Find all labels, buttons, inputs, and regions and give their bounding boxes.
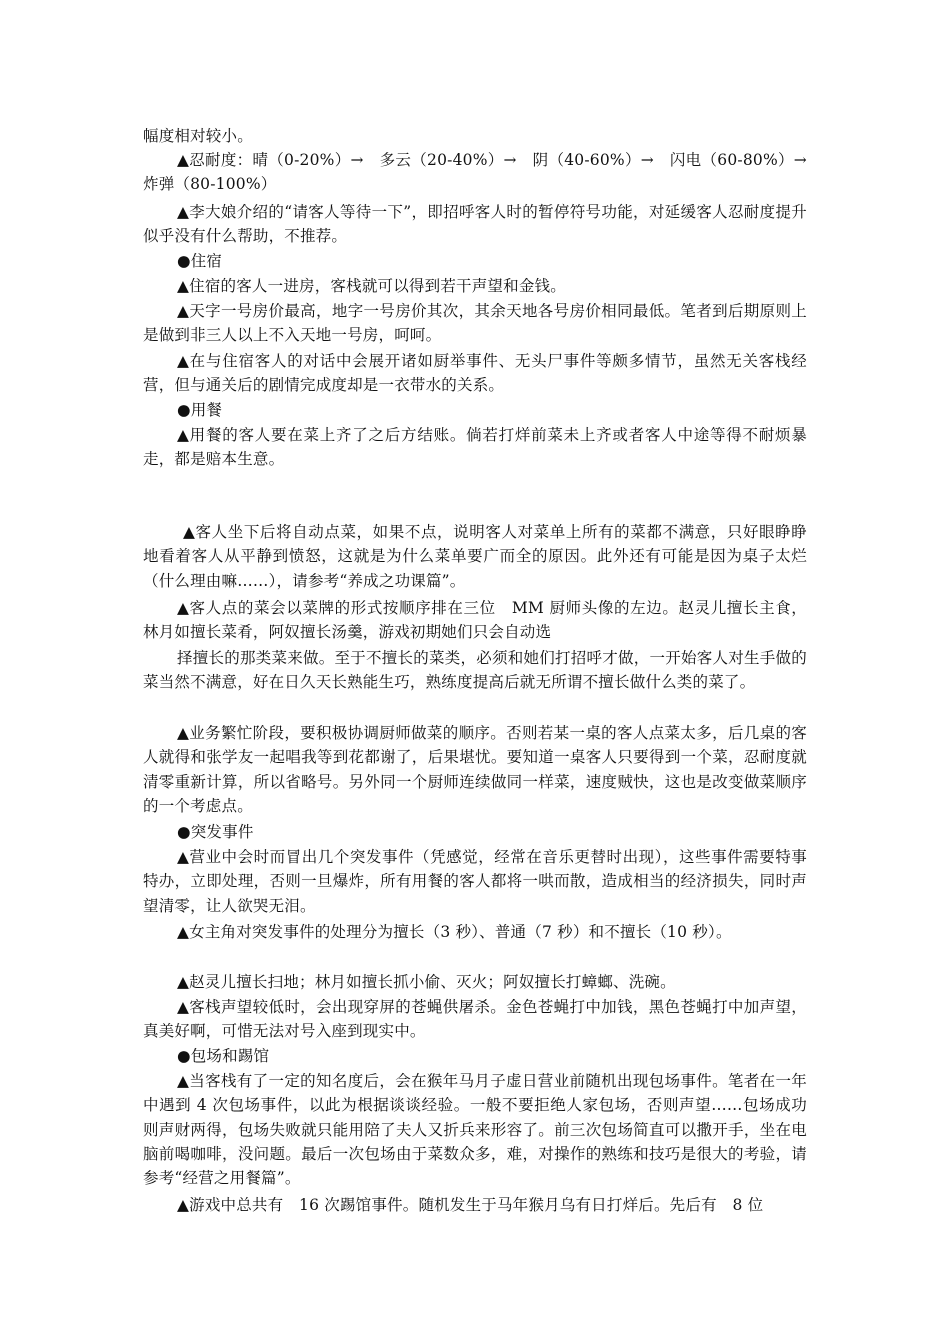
paragraph-9: ▲客人点的菜会以菜牌的形式按顺序排在三位 MM 厨师头像的左边。赵灵儿擅长主食，林月如擅长菜肴，阿奴擅长汤羹，游戏初期她们只会自动选 (143, 599, 807, 642)
paragraph-5: ▲天字一号房价最高，地字一号房价其次，其余天地各号房价相同最低。笔者到后期原则上是做到非三人以上不入天地一号房，呵呵。 (143, 302, 807, 345)
section-heading-incidents: ●突发事件 (177, 823, 254, 841)
paragraph-13: ▲女主角对突发事件的处理分为擅长（3 秒）、普通（7 秒）和不擅长（10 秒）。 (177, 923, 732, 941)
paragraph-4: ▲住宿的客人一进房，客栈就可以得到若干声望和金钱。 (177, 277, 566, 295)
paragraph-10: 择擅长的那类菜来做。至于不擅长的菜类，必须和她们打招呼才做，一开始客人对生手做的菜当然不满意，好在日久天长熟能生巧，熟练度提高后就无所谓不擅长做什么类的菜了。 (143, 649, 807, 692)
paragraph-14: ▲赵灵儿擅长扫地；林月如擅长抓小偷、灭火；阿奴擅长打蟑螂、洗碗。 (177, 973, 676, 991)
paragraph-1: 幅度相对较小。 (143, 127, 253, 145)
paragraph-3: ▲李大娘介绍的“请客人等待一下”，即招呼客人时的暂停符号功能，对延缓客人忍耐度提升似乎没有什么帮助，不推荐。 (143, 203, 807, 246)
paragraph-8: ▲客人坐下后将自动点菜，如果不点，说明客人对菜单上所有的菜都不满意，只好眼睁睁地看着客人从平静到愤怒，这就是为什么菜单要广而全的原因。此外还有可能是因为桌子太烂（什么理由嘛……），请参考“养成之功课篇”。 (143, 523, 807, 590)
section-heading-dining: ●用餐 (177, 401, 223, 419)
section-heading-booking: ●包场和踢馆 (177, 1047, 270, 1065)
paragraph-15: ▲客栈声望较低时，会出现穿屏的苍蝇供屠杀。金色苍蝇打中加钱，黑色苍蝇打中加声望，真美好啊，可惜无法对号入座到现实中。 (143, 998, 807, 1041)
paragraph-11: ▲业务繁忙阶段，要积极协调厨师做菜的顺序。否则若某一桌的客人点菜太多，后几桌的客人就得和张学友一起唱我等到花都谢了，后果堪忧。要知道一桌客人只要得到一个菜，忍耐度就清零重新计算，所以省略号。另外同一个厨师连续做同一样菜，速度贼快，这也是改变做菜顺序的一个考虑点。 (143, 724, 807, 815)
paragraph-6: ▲在与住宿客人的对话中会展开诸如厨举事件、无头尸事件等颇多情节，虽然无关客栈经营，但与通关后的剧情完成度却是一衣带水的关系。 (143, 352, 807, 395)
section-heading-lodging: ●住宿 (177, 252, 223, 270)
paragraph-17: ▲游戏中总共有 16 次踢馆事件。随机发生于马年猴月乌有日打烊后。先后有 8 位 (177, 1196, 764, 1214)
paragraph-16: ▲当客栈有了一定的知名度后，会在猴年马月子虚日营业前随机出现包场事件。笔者在一年中遇到 4 次包场事件，以此为根据谈谈经验。一般不要拒绝人家包场，否则声望……包场成功则声财两得，包场失败就只能用陪了夫人又折兵来形容了。前三次包场简直可以撒开手，坐在电脑前喝咖啡，没问题。最后一次包场由于菜数众多，难，对操作的熟练和技巧是很大的考验，请参考“经营之用餐篇”。 (143, 1072, 807, 1188)
paragraph-7: ▲用餐的客人要在菜上齐了之后方结账。倘若打烊前菜未上齐或者客人中途等得不耐烦暴走，都是赔本生意。 (143, 426, 807, 469)
paragraph-12: ▲营业中会时而冒出几个突发事件（凭感觉，经常在音乐更替时出现），这些事件需要特事特办，立即处理，否则一旦爆炸，所有用餐的客人都将一哄而散，造成相当的经济损失，同时声望清零，让人欲哭无泪。 (143, 848, 807, 915)
paragraph-2: ▲忍耐度：晴（0-20%）→ 多云（20-40%）→ 阴（40-60%）→ 闪电（60-80%）→ 炸弹（80-100%） (143, 151, 823, 194)
